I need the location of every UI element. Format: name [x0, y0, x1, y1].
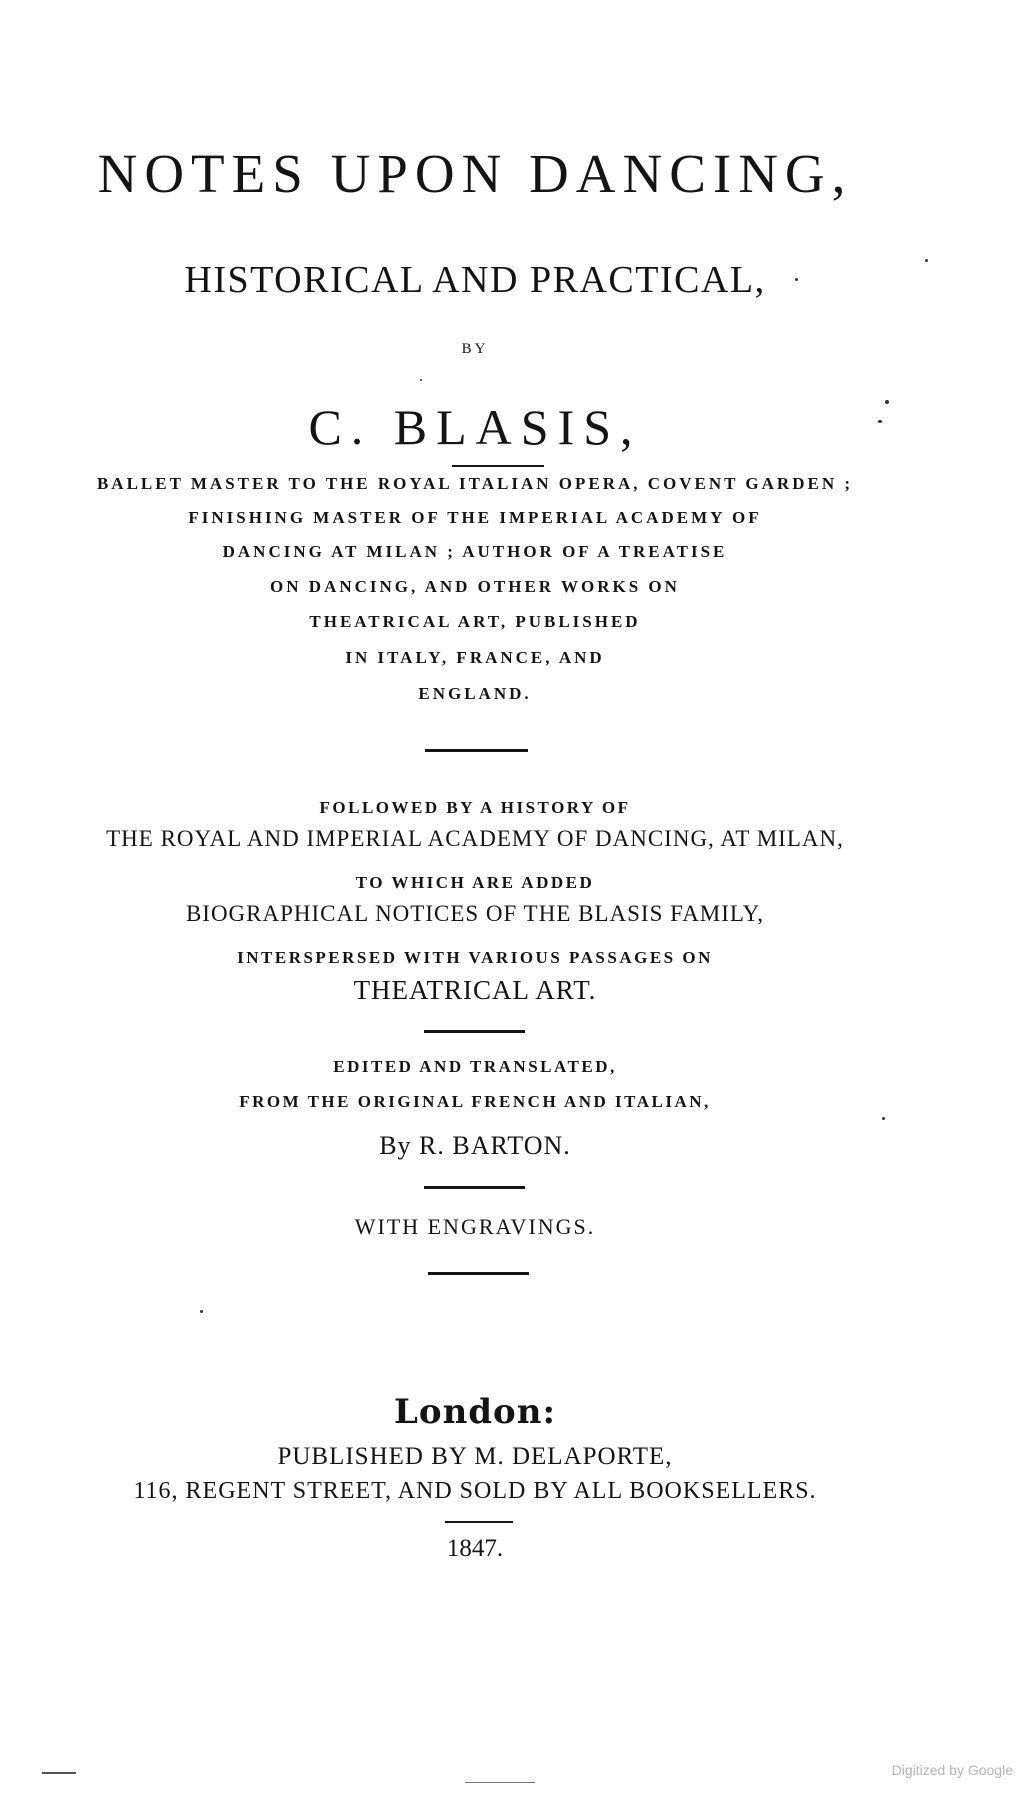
- author-name: C. BLASIS,: [308, 399, 642, 455]
- to-which-line: TO WHICH ARE ADDED: [355, 873, 595, 892]
- print-speck: [200, 1310, 203, 1313]
- imprint-place: London:: [393, 1392, 557, 1432]
- by-label: BY: [461, 341, 489, 357]
- print-speck: [420, 379, 422, 381]
- interspersed-line: INTERSPERSED WITH VARIOUS PASSAGES ON: [237, 948, 713, 967]
- translator-line: By R. BARTON.: [379, 1131, 571, 1160]
- print-speck: [795, 278, 798, 281]
- author-underline-rule: [452, 465, 544, 467]
- publisher-line: PUBLISHED BY M. DELAPORTE,: [277, 1443, 673, 1470]
- address-line: 116, REGENT STREET, AND SOLD BY ALL BOOKSELLERS.: [133, 1478, 817, 1504]
- followed-by-line: FOLLOWED BY A HISTORY OF: [319, 798, 631, 817]
- digitization-watermark: Digitized by Google: [891, 1762, 1013, 1778]
- book-title: NOTES UPON DANCING,: [97, 143, 853, 204]
- credential-line: FINISHING MASTER OF THE IMPERIAL ACADEMY OF: [188, 508, 762, 527]
- section-divider-rule: [428, 1272, 529, 1275]
- credential-line: THEATRICAL ART, PUBLISHED: [309, 612, 641, 631]
- publication-year: 1847.: [446, 1535, 504, 1562]
- section-divider-rule: [424, 1186, 525, 1189]
- credential-line: ON DANCING, AND OTHER WORKS ON: [270, 577, 680, 596]
- print-speck: [882, 1117, 885, 1120]
- biographical-line: BIOGRAPHICAL NOTICES OF THE BLASIS FAMILY,: [185, 901, 765, 926]
- margin-mark: [465, 1782, 535, 1783]
- section-divider-rule: [424, 1030, 525, 1033]
- credential-line: IN ITALY, FRANCE, AND: [345, 648, 605, 667]
- credential-line: BALLET MASTER TO THE ROYAL ITALIAN OPERA, COVENT GARDEN ;: [96, 474, 854, 493]
- imprint-divider-rule: [445, 1521, 513, 1523]
- credential-line: DANCING AT MILAN ; AUTHOR OF A TREATISE: [222, 542, 728, 561]
- academy-line: THE ROYAL AND IMPERIAL ACADEMY OF DANCING, AT MILAN,: [106, 826, 844, 851]
- edited-line: EDITED AND TRANSLATED,: [333, 1057, 617, 1076]
- from-original-line: FROM THE ORIGINAL FRENCH AND ITALIAN,: [239, 1092, 711, 1111]
- print-speck: [878, 420, 882, 423]
- theatrical-art-line: THEATRICAL ART.: [353, 975, 597, 1005]
- margin-mark: [42, 1772, 76, 1774]
- engravings-line: WITH ENGRAVINGS.: [354, 1214, 596, 1239]
- print-speck: [885, 400, 889, 404]
- book-subtitle: HISTORICAL AND PRACTICAL,: [184, 259, 766, 301]
- print-speck: [925, 259, 928, 262]
- credential-line: ENGLAND.: [418, 684, 532, 703]
- section-divider-rule: [425, 749, 528, 752]
